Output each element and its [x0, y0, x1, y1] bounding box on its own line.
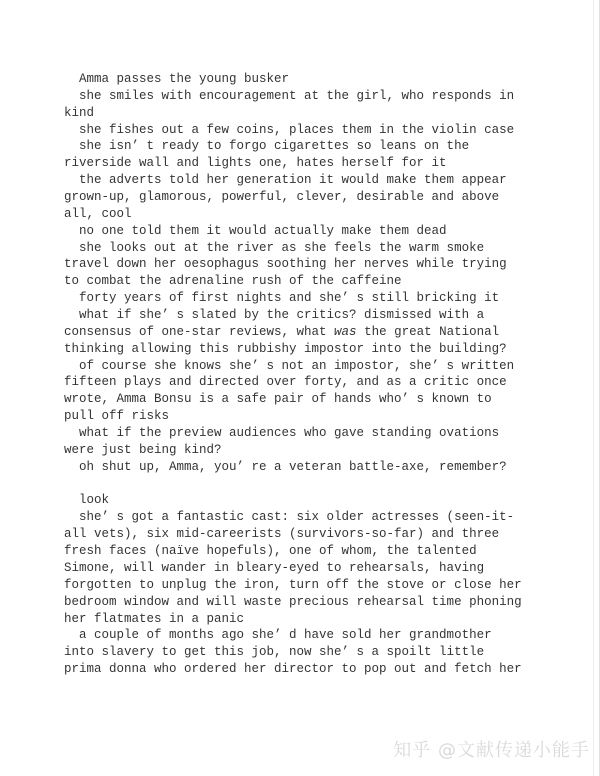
- text-line: she fishes out a few coins, places them in the violin case: [64, 122, 515, 137]
- text-line: into slavery to get this job, now she’ s a spoilt little: [64, 645, 485, 660]
- text-line: to combat the adrenaline rush of the caffeine: [64, 274, 402, 289]
- text-line: what if she’ s slated by the critics? dismissed with a: [64, 308, 485, 323]
- text-line: all vets), six mid-careerists (survivors-so-far) and three: [64, 527, 500, 542]
- text-line: were just being kind?: [64, 442, 222, 457]
- text-line: bedroom window and will waste precious rehearsal time phoning: [64, 594, 522, 609]
- text-line: she looks out at the river as she feels the warm smoke: [64, 240, 485, 255]
- text-line: kind: [64, 105, 95, 120]
- text-segment: the great National: [356, 324, 500, 339]
- text-line: Simone, will wander in bleary-eyed to rehearsals, having: [64, 560, 485, 575]
- text-line: she smiles with encouragement at the girl, who responds in: [64, 88, 515, 103]
- text-line: of course she knows she’ s not an impostor, she’ s written: [64, 358, 515, 373]
- watermark: 知乎 @文献传递小能手: [393, 740, 590, 761]
- text-line: wrote, Amma Bonsu is a safe pair of hands who’ s known to: [64, 392, 492, 407]
- text-line: a couple of months ago she’ d have sold her grandmother: [64, 628, 492, 643]
- text-line: what if the preview audiences who gave standing ovations: [64, 426, 500, 441]
- text-block: [64, 71, 522, 678]
- text-line: [64, 476, 522, 493]
- text-line: [64, 324, 522, 341]
- text-line: no one told them it would actually make them dead: [64, 223, 447, 238]
- text-line: forgotten to unplug the iron, turn off the stove or close her: [64, 577, 522, 592]
- text-line: pull off risks: [64, 409, 170, 424]
- text-line: forty years of first nights and she’ s still bricking it: [64, 291, 500, 306]
- text-line: riverside wall and lights one, hates herself for it: [64, 156, 447, 171]
- text-line: all, cool: [64, 206, 132, 221]
- text-line: she isn’ t ready to forgo cigarettes so leans on the: [64, 139, 470, 154]
- text-line: grown-up, glamorous, powerful, clever, desirable and above: [64, 190, 500, 205]
- text-line: look: [64, 493, 110, 508]
- text-line: prima donna who ordered her director to pop out and fetch her: [64, 662, 522, 677]
- text-line: Amma passes the young busker: [64, 72, 290, 86]
- text-segment: consensus of one-star reviews, what: [64, 324, 335, 339]
- text-line: thinking allowing this rubbishy impostor into the building?: [64, 341, 507, 356]
- page-edge-line: [593, 0, 594, 776]
- text-line: fresh faces (naïve hopefuls), one of whom, the talented: [64, 544, 477, 559]
- text-line: travel down her oesophagus soothing her nerves while trying: [64, 257, 507, 272]
- text-line: the adverts told her generation it would make them appear: [64, 173, 507, 188]
- text-line: her flatmates in a panic: [64, 611, 245, 626]
- text-line: she’ s got a fantastic cast: six older actresses (seen-it-: [64, 510, 515, 525]
- text-line: fifteen plays and directed over forty, and as a critic once: [64, 375, 507, 390]
- italic-text-segment: was: [334, 324, 357, 339]
- text-line: oh shut up, Amma, you’ re a veteran battle-axe, remember?: [64, 459, 507, 474]
